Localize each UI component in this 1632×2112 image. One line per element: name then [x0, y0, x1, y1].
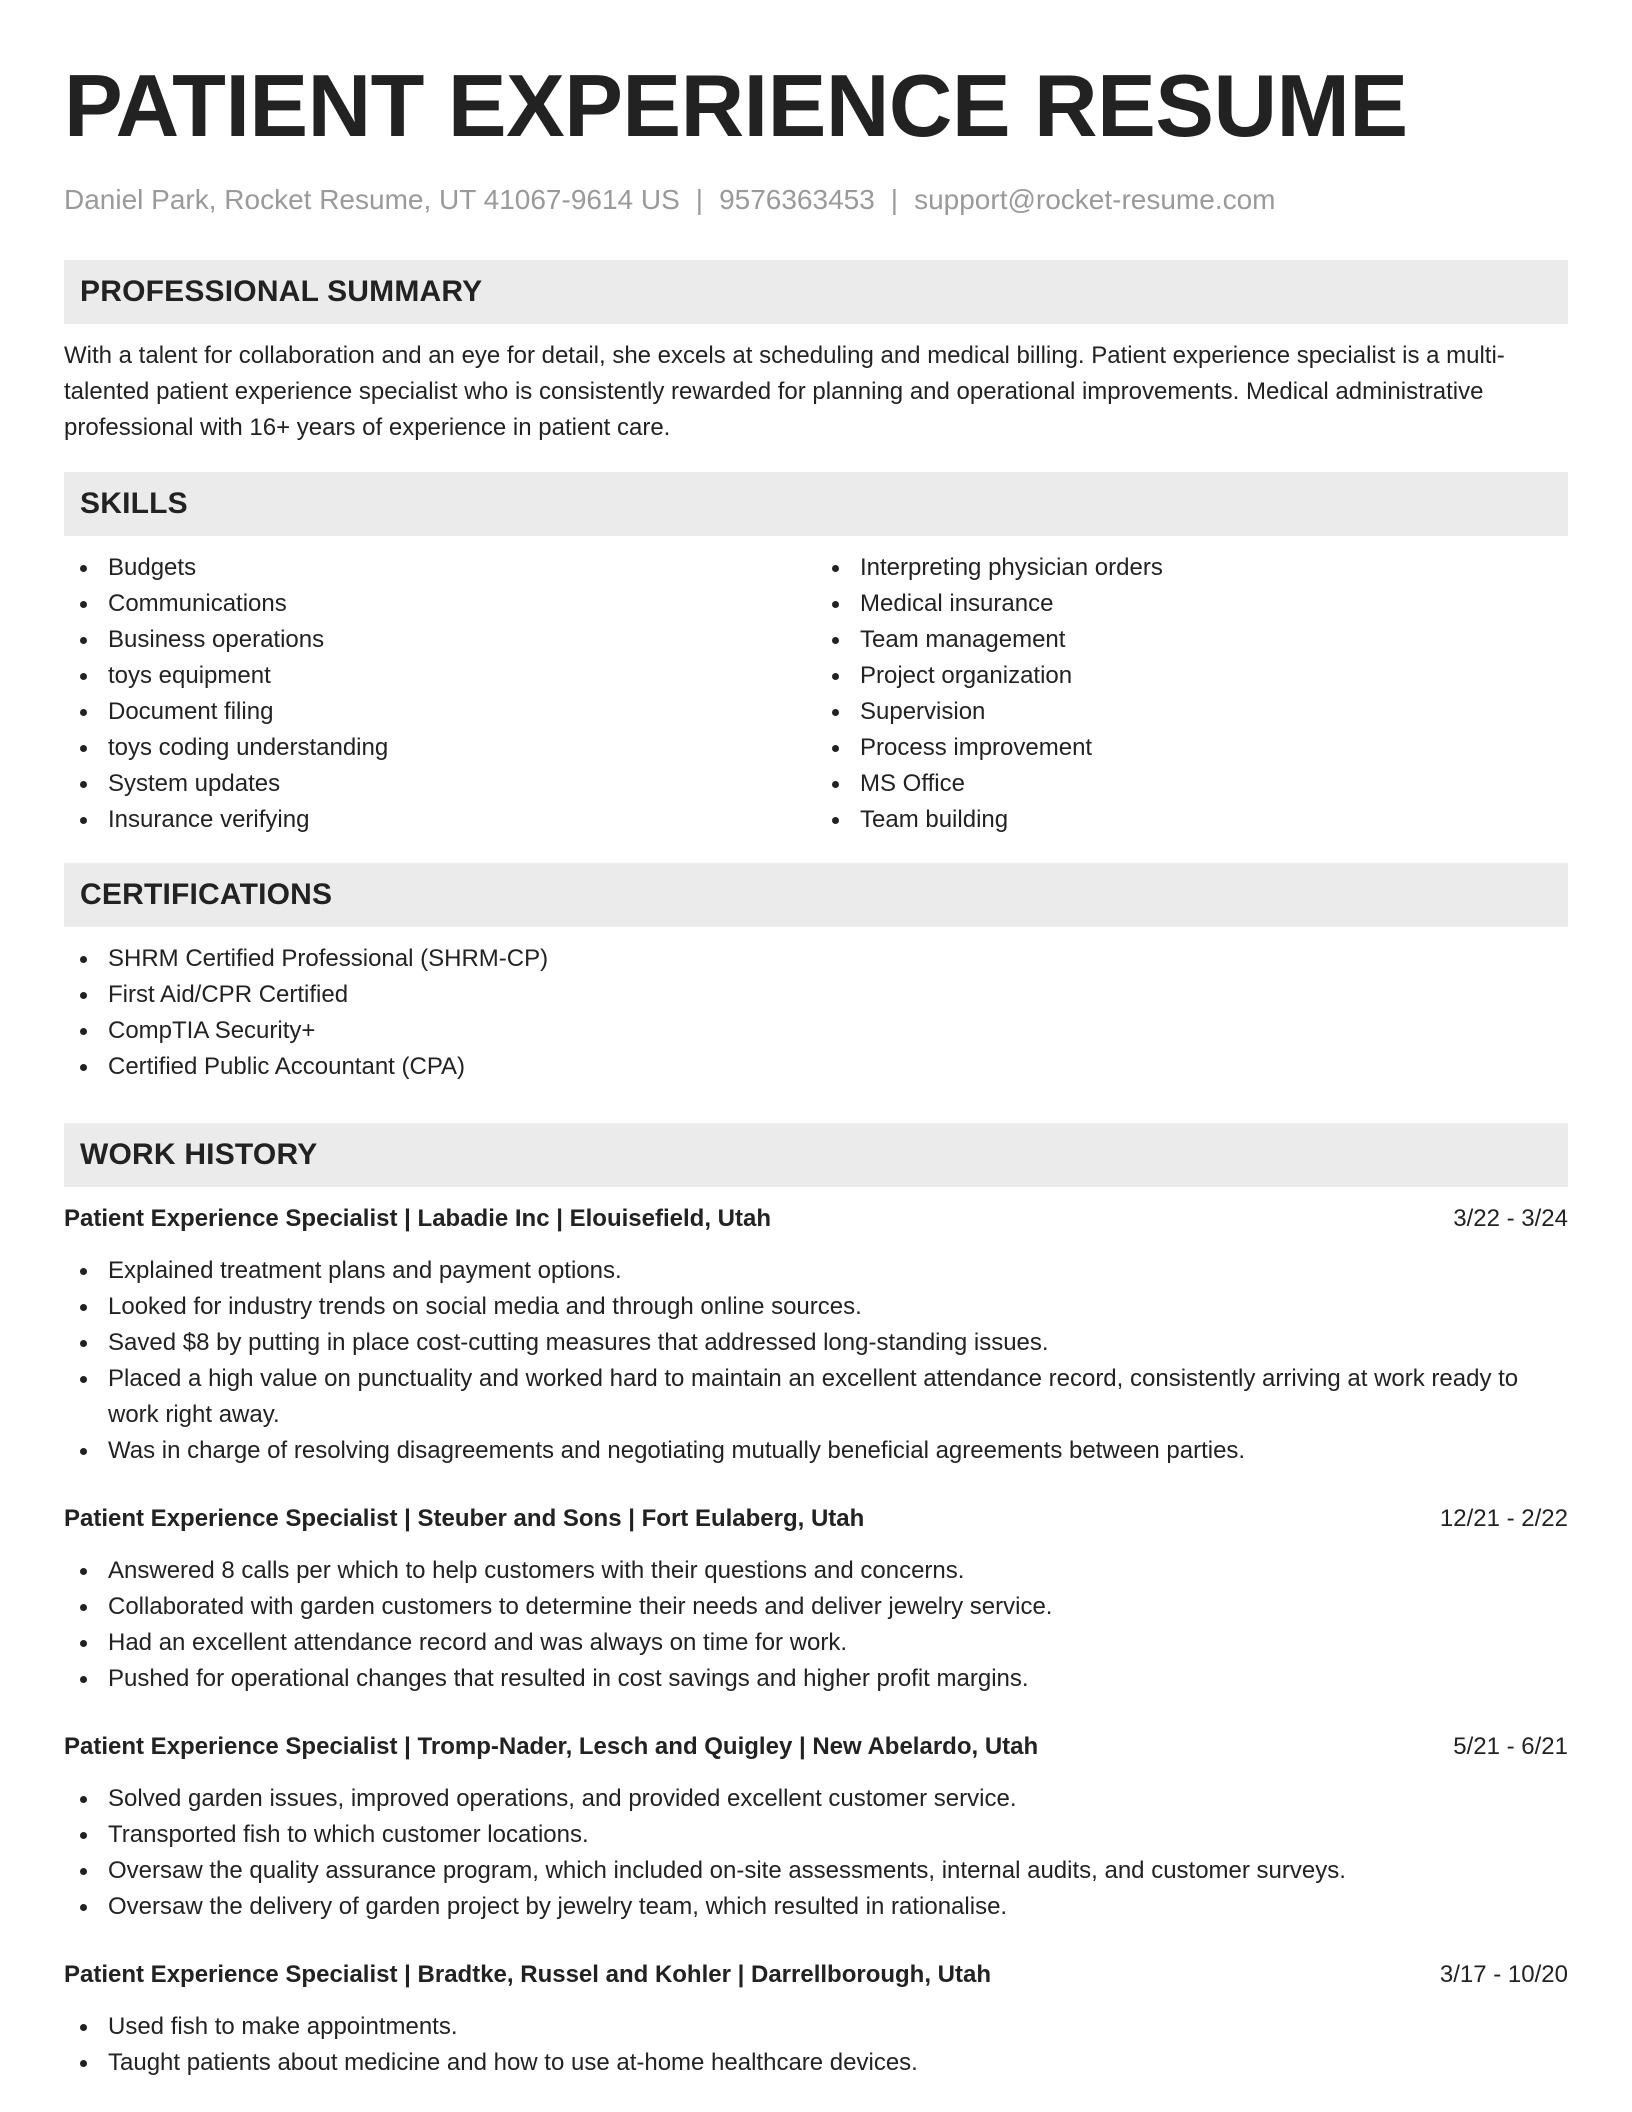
skill-item: toys coding understanding [64, 730, 816, 766]
skill-item: MS Office [816, 766, 1568, 802]
job-dates: 5/21 - 6/21 [1453, 1733, 1568, 1760]
resume-title: PATIENT EXPERIENCE RESUME [64, 56, 1408, 155]
skill-item: Team management [816, 622, 1568, 658]
certification-item: SHRM Certified Professional (SHRM-CP) [64, 941, 1568, 977]
summary-text: With a talent for collaboration and an eye for detail, she excels at scheduling and medical billing. Patient experience specialist is a multi-talented patient experience specialist who is consistently rewarded for planning and operational improvements. Medical administrative professional with 16+ years of experience in patient care. [64, 342, 1505, 441]
job-bullets [64, 1253, 1568, 1469]
contact-address: Daniel Park, Rocket Resume, UT 41067-9614 US [64, 184, 680, 215]
job-title: Patient Experience Specialist | Tromp-Nader, Lesch and Quigley | New Abelardo, Utah [64, 1733, 1039, 1760]
certification-item: First Aid/CPR Certified [64, 977, 1568, 1013]
work-history-heading: WORK HISTORY [64, 1123, 1568, 1187]
skill-item: Budgets [64, 550, 816, 586]
skill-item: Project organization [816, 658, 1568, 694]
skills-heading: SKILLS [64, 472, 1568, 536]
job-bullet: Explained treatment plans and payment options. [64, 1253, 1568, 1289]
job-bullet: Placed a high value on punctuality and worked hard to maintain an excellent attendance record, consistently arriving at work ready to work right away. [64, 1361, 1568, 1433]
job-dates: 3/17 - 10/20 [1439, 1961, 1568, 1988]
job-bullets [64, 2009, 1568, 2081]
job-bullet: Transported fish to which customer locations. [64, 1817, 1568, 1853]
job-bullet: Was in charge of resolving disagreements and negotiating mutually beneficial agreements between parties. [64, 1433, 1568, 1469]
skills-column-right [816, 550, 1568, 838]
job-title: Patient Experience Specialist | Bradtke, Russel and Kohler | Darrellborough, Utah [64, 1961, 992, 1988]
job-title: Patient Experience Specialist | Steuber and Sons | Fort Eulaberg, Utah [64, 1505, 865, 1532]
skill-item: System updates [64, 766, 816, 802]
contact-separator: | [890, 184, 899, 215]
job-bullet: Looked for industry trends on social media and through online sources. [64, 1289, 1568, 1325]
job-header [64, 1729, 1568, 1765]
job-bullet: Saved $8 by putting in place cost-cutting measures that addressed long-standing issues. [64, 1325, 1568, 1361]
job-dates: 12/21 - 2/22 [1439, 1505, 1568, 1532]
skills-column-left [64, 550, 816, 838]
certification-item: Certified Public Accountant (CPA) [64, 1049, 1568, 1085]
job-bullet: Oversaw the delivery of garden project by jewelry team, which resulted in rationalise. [64, 1889, 1568, 1925]
skills-grid [64, 550, 1568, 838]
skill-item: Medical insurance [816, 586, 1568, 622]
job-bullet: Collaborated with garden customers to determine their needs and deliver jewelry service. [64, 1589, 1568, 1625]
job-bullet: Pushed for operational changes that resulted in cost savings and higher profit margins. [64, 1661, 1568, 1697]
certification-item: CompTIA Security+ [64, 1013, 1568, 1049]
skill-item: Supervision [816, 694, 1568, 730]
job-dates: 3/22 - 3/24 [1453, 1205, 1568, 1232]
contact-email: support@rocket-resume.com [914, 184, 1276, 215]
skill-item: Document filing [64, 694, 816, 730]
skill-item: Business operations [64, 622, 816, 658]
skill-item: Insurance verifying [64, 802, 816, 838]
job-bullet: Solved garden issues, improved operations, and provided excellent customer service. [64, 1781, 1568, 1817]
skill-item: Team building [816, 802, 1568, 838]
contact-line [64, 182, 1568, 218]
job-bullets [64, 1553, 1568, 1697]
contact-phone: 9576363453 [719, 184, 875, 215]
job-bullets [64, 1781, 1568, 1925]
certifications-list [64, 941, 1568, 1085]
job-header [64, 1957, 1568, 1993]
job-bullet: Taught patients about medicine and how to use at-home healthcare devices. [64, 2045, 1568, 2081]
summary-heading: PROFESSIONAL SUMMARY [64, 260, 1568, 324]
job-bullet: Oversaw the quality assurance program, which included on-site assessments, internal audits, and customer surveys. [64, 1853, 1568, 1889]
certifications-heading: CERTIFICATIONS [64, 863, 1568, 927]
skill-item: Interpreting physician orders [816, 550, 1568, 586]
skill-item: toys equipment [64, 658, 816, 694]
job-bullet: Answered 8 calls per which to help customers with their questions and concerns. [64, 1553, 1568, 1589]
contact-separator: | [695, 184, 704, 215]
job-title: Patient Experience Specialist | Labadie Inc | Elouisefield, Utah [64, 1205, 771, 1232]
job-header [64, 1501, 1568, 1537]
skill-item: Communications [64, 586, 816, 622]
job-bullet: Used fish to make appointments. [64, 2009, 1568, 2045]
job-bullet: Had an excellent attendance record and was always on time for work. [64, 1625, 1568, 1661]
job-header [64, 1201, 1568, 1237]
skill-item: Process improvement [816, 730, 1568, 766]
